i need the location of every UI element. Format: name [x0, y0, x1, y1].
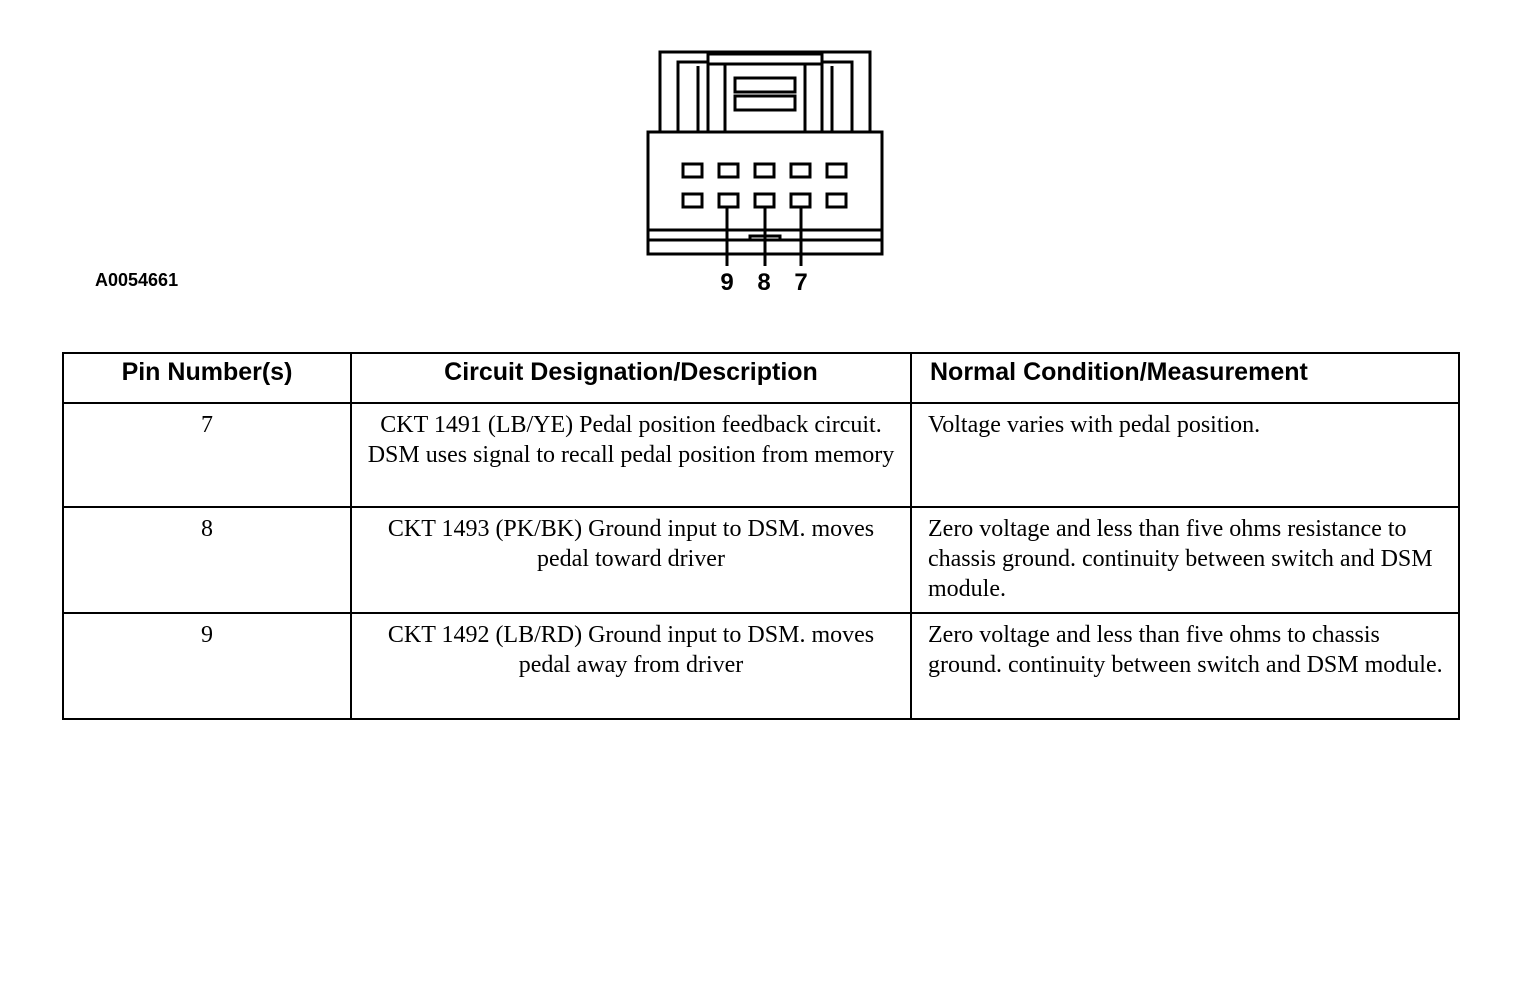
cell-pin: 9 — [63, 613, 351, 719]
connector-left-post — [678, 62, 708, 132]
table-row — [63, 507, 1459, 613]
table-row — [63, 403, 1459, 507]
header-measurement: Normal Condition/Measurement — [911, 353, 1459, 403]
cell-measurement: Voltage varies with pedal position. — [911, 403, 1459, 507]
cell-circuit: CKT 1493 (PK/BK) Ground input to DSM. moves pedal toward driver — [351, 507, 911, 613]
cell-measurement: Zero voltage and less than five ohms resistance to chassis ground. continuity between switch and DSM module. — [911, 507, 1459, 613]
pin-table — [62, 352, 1460, 720]
connector-diagram — [630, 40, 900, 300]
pin-label: 7 — [794, 269, 808, 296]
pin-9-cavity — [719, 194, 738, 207]
connector-right-post — [822, 62, 852, 132]
pin-7-cavity — [791, 194, 810, 207]
header-circuit: Circuit Designation/Description — [351, 353, 911, 403]
cell-pin: 8 — [63, 507, 351, 613]
header-pin-number: Pin Number(s) — [63, 353, 351, 403]
pin-label: 8 — [757, 269, 771, 296]
cell-pin: 7 — [63, 403, 351, 507]
cell-circuit: CKT 1492 (LB/RD) Ground input to DSM. moves pedal away from driver — [351, 613, 911, 719]
pin-8-cavity — [755, 194, 774, 207]
table-row — [63, 613, 1459, 719]
table-header-row — [63, 353, 1459, 403]
pin-label: 9 — [720, 269, 734, 296]
cell-circuit: CKT 1491 (LB/YE) Pedal position feedback circuit. DSM uses signal to recall pedal position from memory — [351, 403, 911, 507]
cell-measurement: Zero voltage and less than five ohms to chassis ground. continuity between switch and DSM module. — [911, 613, 1459, 719]
figure-id: A0054661 — [95, 270, 179, 290]
